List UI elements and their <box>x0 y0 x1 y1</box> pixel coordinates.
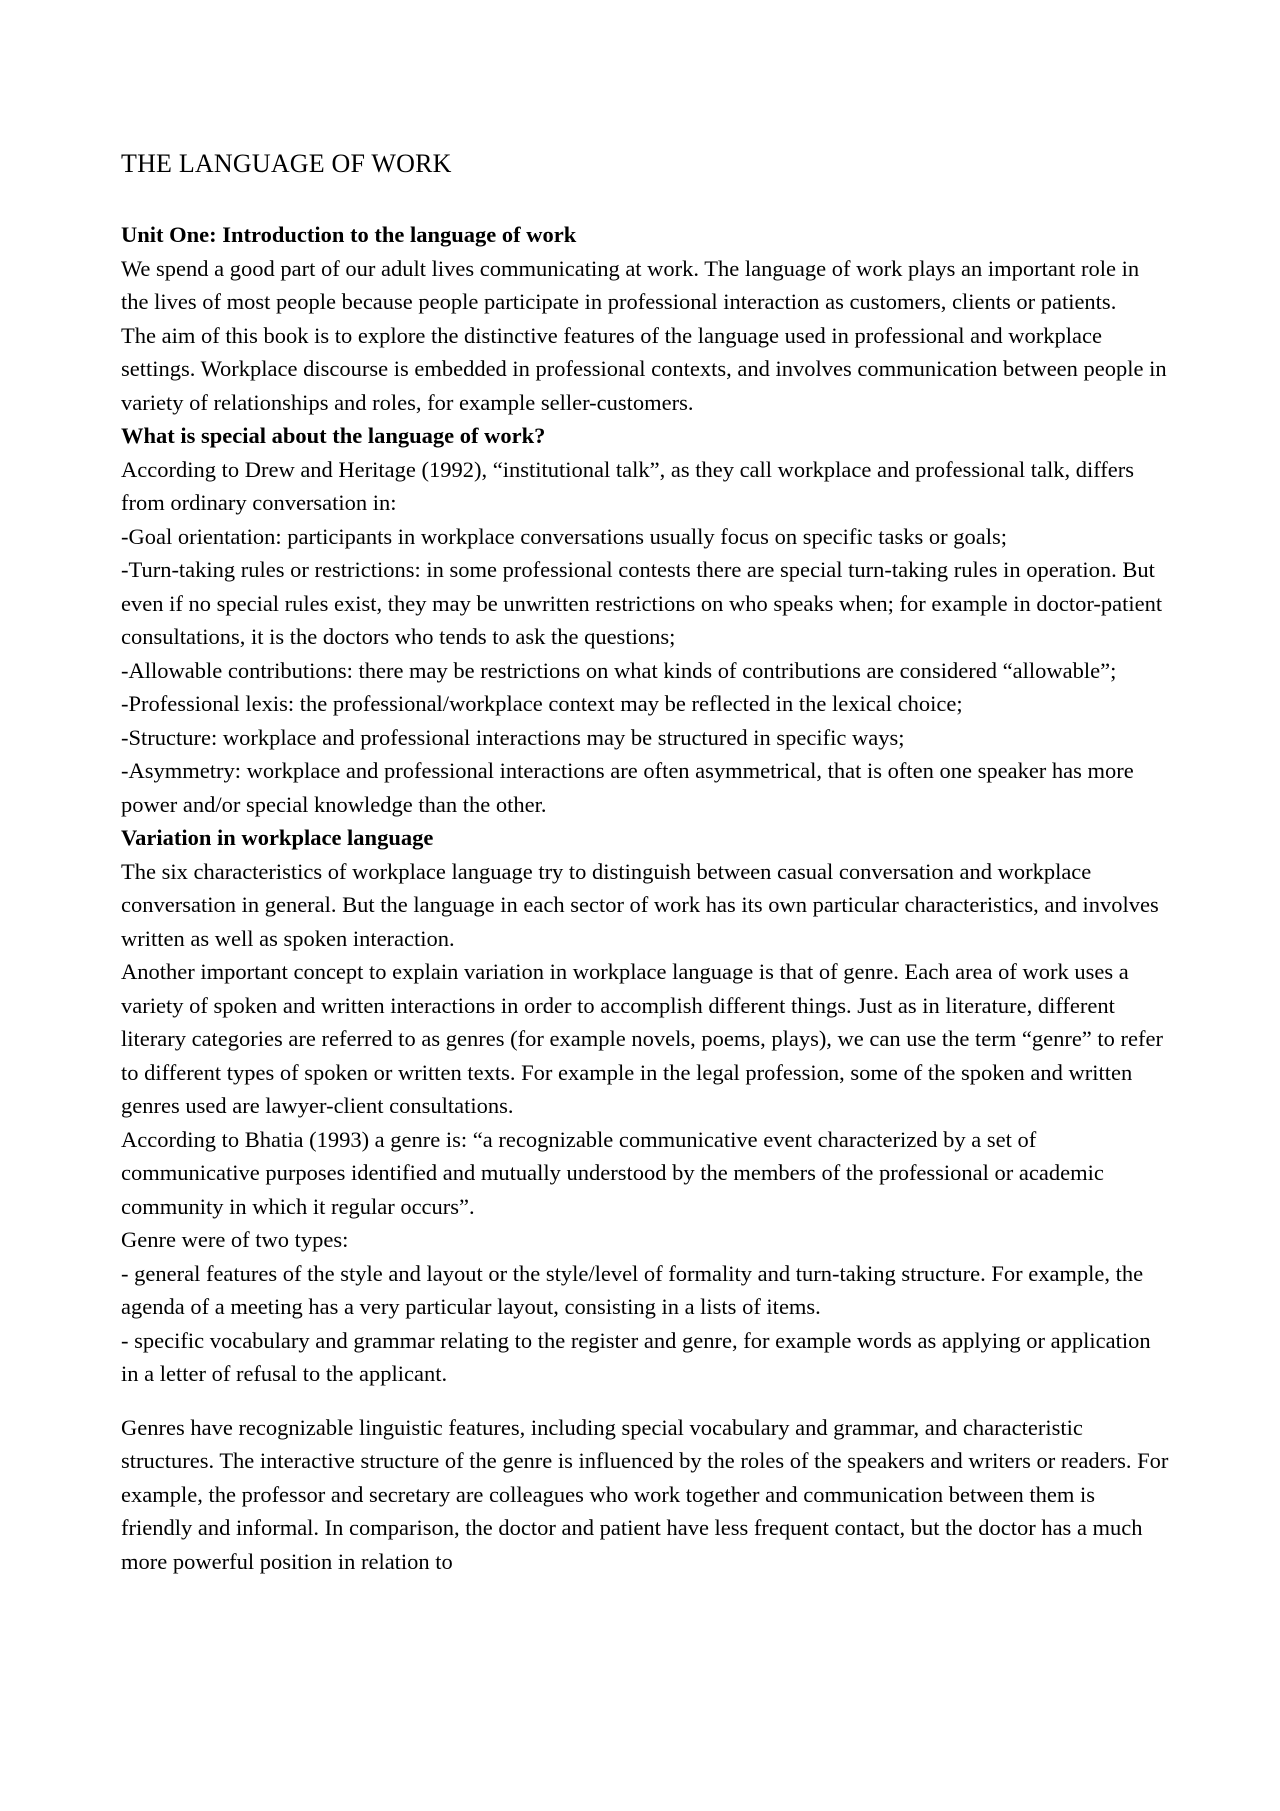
document-title: THE LANGUAGE OF WORK <box>121 149 452 178</box>
list-item-professional-lexis: -Professional lexis: the professional/workplace context may be reflected in the lexical choice; <box>121 691 963 716</box>
list-item-allowable-contributions: -Allowable contributions: there may be restrictions on what kinds of contributions are considered “allowable”; <box>121 657 1117 683</box>
paragraph: The aim of this book is to explore the distinctive features of the language used in professional and workplace settings. Workplace discourse is embedded in professional contexts, and involves communication between people in variety of relationships and roles, for example seller-customers. <box>121 322 1167 415</box>
paragraph: We spend a good part of our adult lives communicating at work. The language of work plays an important role in the lives of most people because people participate in professional interaction as customers, clients or patients. <box>121 255 1140 314</box>
list-item-turn-taking: -Turn-taking rules or restrictions: in some professional contests there are special turn-taking rules in operation. But even if no special rules exist, they may be unwritten restrictions on who speaks when; for example in doctor-patient consultations, it is the doctors who tends to ask the questions; <box>121 557 1163 649</box>
list-item-goal-orientation: -Goal orientation: participants in workplace conversations usually focus on specific tasks or goals; <box>121 523 1008 549</box>
paragraph: Genres have recognizable linguistic features, including special vocabulary and grammar, and characteristic structures. The interactive structure of the genre is influenced by the roles of the speakers and writers or readers. For example, the professor and secretary are colleagues who work together and communication between them is friendly and informal. In comparison, the doctor and patient have less frequent contact, but the doctor has a much more powerful position in relation to <box>121 1414 1169 1574</box>
list-item-asymmetry: -Asymmetry: workplace and professional interactions are often asymmetrical, that is often one speaker has more power and/or special knowledge than the other. <box>121 758 1134 817</box>
paragraph: Another important concept to explain variation in workplace language is that of genre. Each area of work uses a variety of spoken and written interactions in order to accomplish different things. Just as in literature, different literary categories are referred to as genres (for example novels, poems, plays), we can use the term “genre” to refer to different types of spoken or written texts. For example in the legal profession, some of the spoken and written genres used are lawyer-client consultations. <box>121 959 1163 1118</box>
document-page <box>121 146 1169 1578</box>
section-heading-special: What is special about the language of work? <box>121 423 546 448</box>
paragraph: According to Drew and Heritage (1992), “institutional talk”, as they call workplace and professional talk, differs from ordinary conversation in: <box>121 456 1135 515</box>
list-item-specific-vocabulary: - specific vocabulary and grammar relating to the register and genre, for example words as applying or application in a letter of refusal to the applicant. <box>121 1327 1151 1386</box>
section-heading-unit-one: Unit One: Introduction to the language of work <box>121 222 577 247</box>
list-item-structure: -Structure: workplace and professional interactions may be structured in specific ways; <box>121 724 905 750</box>
paragraph: According to Bhatia (1993) a genre is: “a recognizable communicative event characterized by a set of communicative purposes identified and mutually understood by the members of the professional or academic community in which it regular occurs”. <box>121 1126 1104 1219</box>
section-heading-variation: Variation in workplace language <box>121 825 434 850</box>
paragraph: Genre were of two types: <box>121 1227 349 1252</box>
paragraph: The six characteristics of workplace language try to distinguish between casual conversation and workplace conversation in general. But the language in each sector of work has its own particular characteristics, and involves written as well as spoken interaction. <box>121 858 1159 951</box>
list-item-general-features: - general features of the style and layout or the style/level of formality and turn-taking structure. For example, the agenda of a meeting has a very particular layout, consisting in a lists of items. <box>121 1260 1144 1319</box>
